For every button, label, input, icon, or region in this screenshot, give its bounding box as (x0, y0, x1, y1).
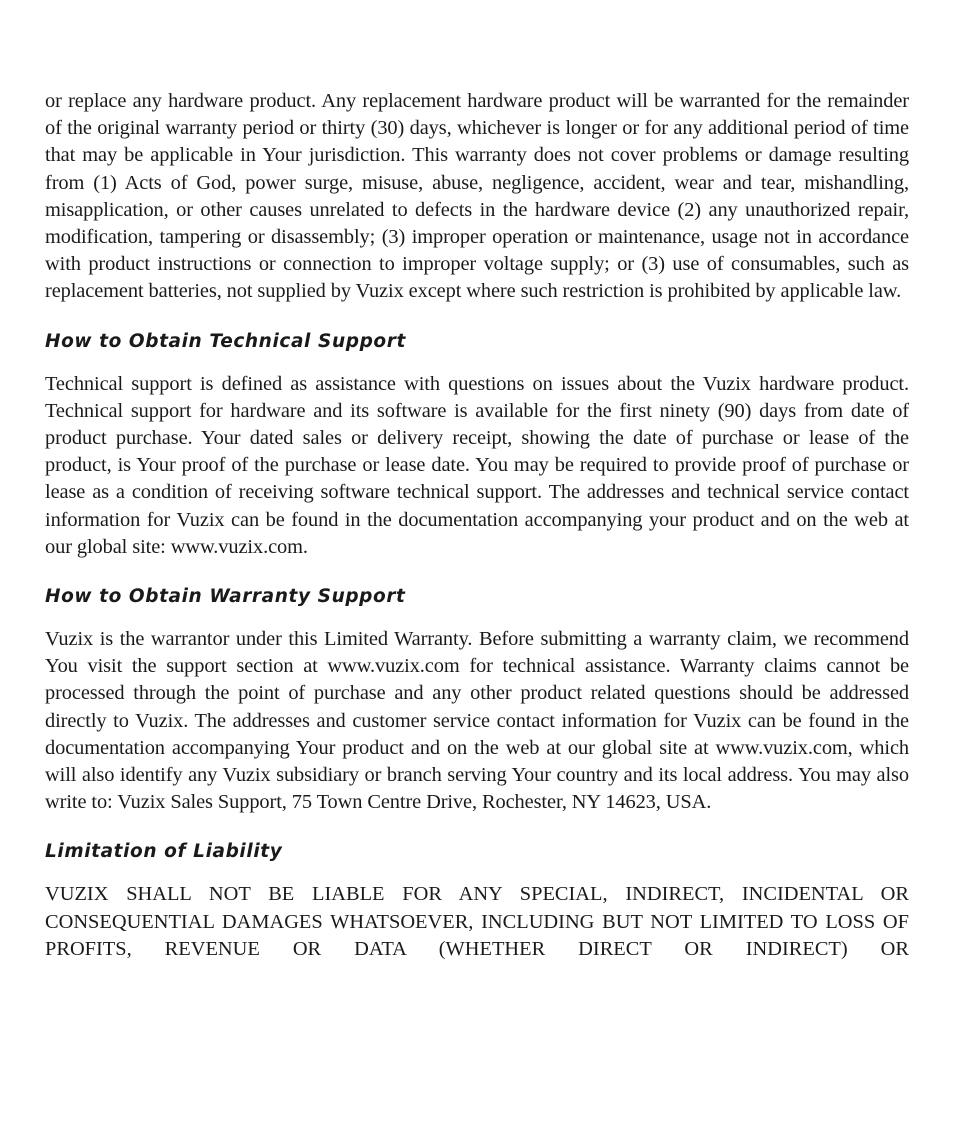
limitation-of-liability-heading: Limitation of Liability (45, 841, 283, 863)
warranty-support-heading: How to Obtain Warranty Support (45, 586, 406, 608)
warranty-exclusions-paragraph: or replace any hardware product. Any replacement hardware product will be warranted for the remainder of the original warranty period or thirty (30) days, whichever is longer or for any additional period of time that may be applicable in Your jurisdiction. This warranty does not cover problems or damage resulting from (1) Acts of God, power surge, misuse, abuse, negligence, accident, wear and tear, mishandling, misapplication, or other causes unrelated to defects in the hardware device (2) any unauthorized repair, modification, tampering or disassembly; (3) improper operation or maintenance, usage not in accordance with product instructions or connection to improper voltage supply; or (3) use of consumables, such as replacement batteries, not supplied by Vuzix except where such restriction is prohibited by applicable law. (45, 90, 909, 303)
document-page (45, 88, 909, 963)
technical-support-heading: How to Obtain Technical Support (45, 330, 406, 352)
warranty-support-paragraph: Vuzix is the warrantor under this Limited Warranty. Before submitting a warranty claim, we recommend You visit the support section at www.vuzix.com for technical assistance. Warranty claims cannot be processed through the point of purchase and any other product related questions should be addressed directly to Vuzix. The addresses and customer service contact information for Vuzix can be found in the documentation accompanying Your product and on the web at our global site at www.vuzix.com, which will also identify any Vuzix subsidiary or branch serving Your country and its local address. You may also write to: Vuzix Sales Support, 75 Town Centre Drive, Rochester, NY 14623, USA. (45, 628, 909, 814)
limitation-of-liability-paragraph: VUZIX SHALL NOT BE LIABLE FOR ANY SPECIAL, INDIRECT, INCIDENTAL OR CONSEQUENTIAL DAMAGES WHATSOEVER, INCLUDING BUT NOT LIMITED TO LOSS OF PROFITS, REVENUE OR DATA (WHETHER DIRECT OR INDIRECT) OR (45, 883, 909, 960)
technical-support-paragraph: Technical support is defined as assistance with questions on issues about the Vuzix hardware product. Technical support for hardware and its software is available for the first ninety (90) days from date of product purchase. Your dated sales or delivery receipt, showing the date of purchase or lease of the product, is Your proof of the purchase or lease date. You may be required to provide proof of purchase or lease as a condition of receiving software technical support. The addresses and technical service contact information for Vuzix can be found in the documentation accompanying your product and on the web at our global site: www.vuzix.com. (45, 372, 909, 558)
